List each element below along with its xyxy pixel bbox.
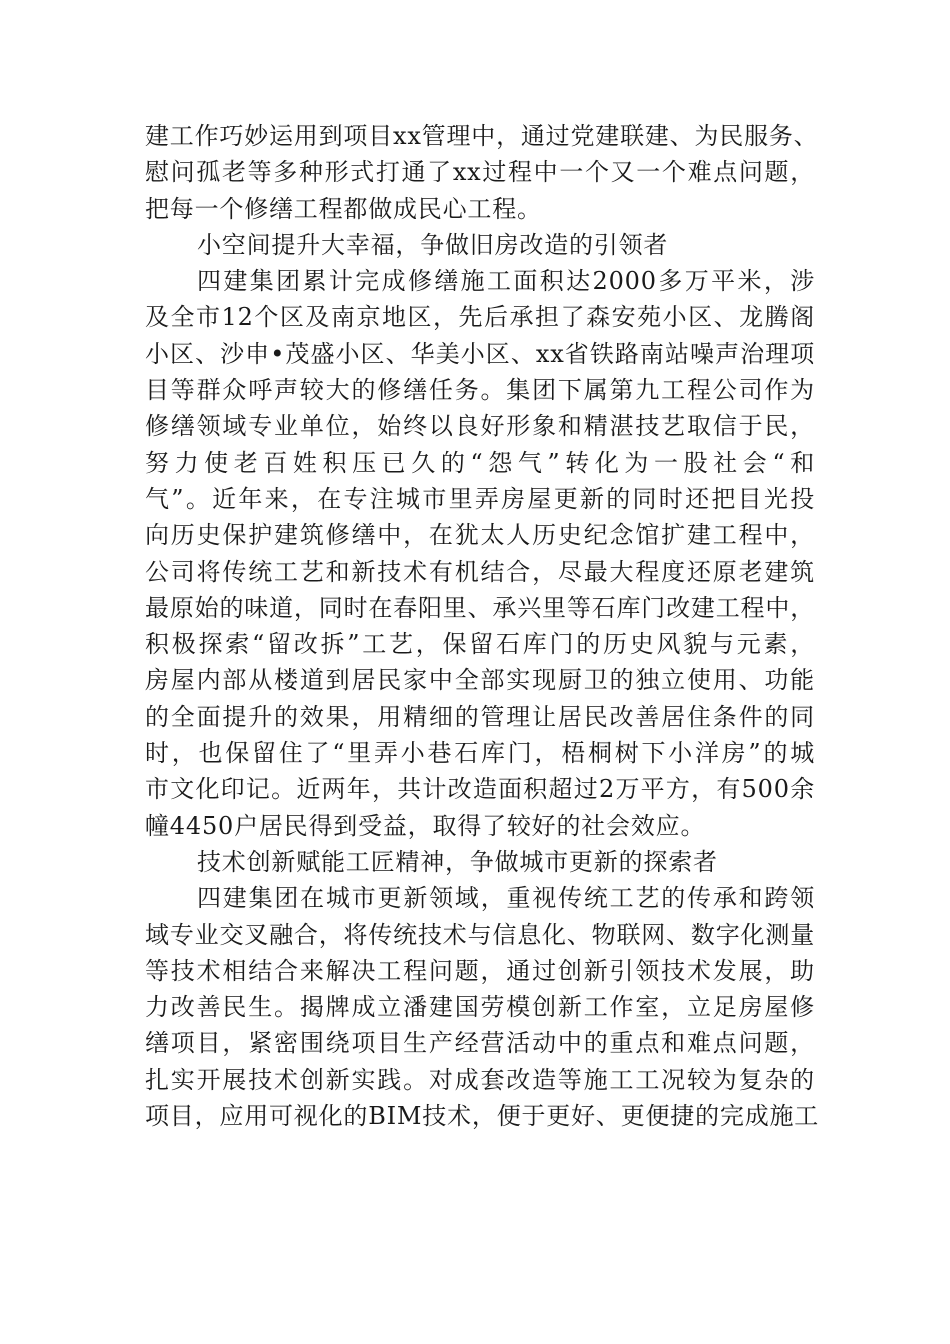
paragraph-line: 努力使老百姓积压已久的“怨气”转化为一股社会“和 bbox=[145, 448, 815, 477]
paragraph-line: 最原始的味道，同时在春阳里、承兴里等石库门改建工程中， bbox=[145, 593, 815, 622]
paragraph-line: 时，也保留住了“里弄小巷石库门，梧桐树下小洋房”的城 bbox=[145, 739, 815, 768]
document-body bbox=[145, 118, 820, 1134]
paragraph-line: 慰问孤老等多种形式打通了xx过程中一个又一个难点问题， bbox=[145, 158, 815, 187]
paragraph-line: 小区、沙申•茂盛小区、华美小区、xx省铁路南站噪声治理项 bbox=[145, 339, 815, 368]
paragraph-line: 向历史保护建筑修缮中，在犹太人历史纪念馆扩建工程中， bbox=[145, 521, 815, 550]
section-heading: 小空间提升大幸福，争做旧房改造的引领者 bbox=[197, 230, 669, 259]
paragraph-line: 等技术相结合来解决工程问题，通过创新引领技术发展，助 bbox=[145, 956, 815, 985]
section-heading: 技术创新赋能工匠精神，争做城市更新的探索者 bbox=[197, 847, 718, 876]
paragraph-last-line: 把每一个修缮工程都做成民心工程。 bbox=[145, 194, 542, 223]
paragraph-line: 房屋内部从楼道到居民家中全部实现厨卫的独立使用、功能 bbox=[145, 666, 815, 695]
paragraph-line: 气”。近年来，在专注城市里弄房屋更新的同时还把目光投 bbox=[145, 484, 815, 513]
paragraph-line: 目等群众呼声较大的修缮任务。集团下属第九工程公司作为 bbox=[145, 376, 815, 405]
paragraph-line: 扎实开展技术创新实践。对成套改造等施工工况较为复杂的 bbox=[145, 1065, 815, 1094]
paragraph-first-line: 四建集团累计完成修缮施工面积达2000多万平米，涉 bbox=[197, 267, 815, 296]
paragraph-line: 域专业交叉融合，将传统技术与信息化、物联网、数字化测量 bbox=[145, 920, 815, 949]
paragraph-line: 建工作巧妙运用到项目xx管理中，通过党建联建、为民服务、 bbox=[145, 122, 819, 150]
paragraph-line: 市文化印记。近两年，共计改造面积超过2万平方，有500余 bbox=[145, 775, 815, 804]
paragraph-line: 项目，应用可视化的BIM技术，便于更好、更便捷的完成施工 bbox=[145, 1102, 820, 1131]
paragraph-line: 公司将传统工艺和新技术有机结合，尽最大程度还原老建筑 bbox=[145, 557, 815, 586]
paragraph-line: 力改善民生。揭牌成立潘建国劳模创新工作室，立足房屋修 bbox=[145, 993, 815, 1022]
paragraph-line: 及全市12个区及南京地区，先后承担了森安苑小区、龙腾阁 bbox=[145, 303, 815, 332]
paragraph-line: 修缮领域专业单位，始终以良好形象和精湛技艺取信于民， bbox=[145, 412, 815, 441]
paragraph-line: 的全面提升的效果，用精细的管理让居民改善居住条件的同 bbox=[145, 702, 815, 731]
paragraph-line: 积极探索“留改拆”工艺，保留石库门的历史风貌与元素， bbox=[145, 630, 815, 659]
paragraph-first-line: 四建集团在城市更新领域，重视传统工艺的传承和跨领 bbox=[197, 884, 815, 913]
paragraph-last-line: 幢4450户居民得到受益，取得了较好的社会效应。 bbox=[145, 811, 706, 840]
paragraph-line: 缮项目，紧密围绕项目生产经营活动中的重点和难点问题， bbox=[145, 1029, 815, 1058]
